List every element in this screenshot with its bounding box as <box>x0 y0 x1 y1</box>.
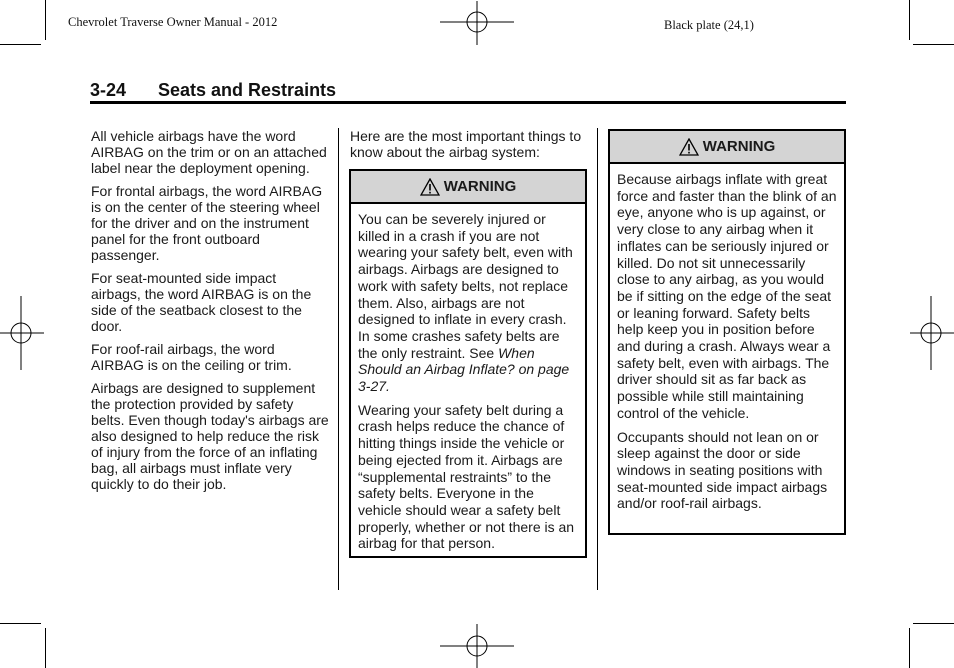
registration-mark-icon <box>0 296 44 370</box>
paragraph: Because airbags inflate with great force and faster than the blink of an eye, anyone who is up against, or very close to any airbag when it inflates can be seriously injured or killed. Do not sit unnecessarily close to any airbag, as you would be if sitting on the edge of the seat or leaning forward. Safety belts help keep you in position before and during a crash. Always wear a safety belt, even with airbags. The driver should sit as far back as possible while still maintaining control of the vehicle. <box>617 171 837 421</box>
registration-mark-icon <box>910 296 954 370</box>
warning-icon <box>420 178 440 196</box>
crop-mark <box>909 0 910 40</box>
crop-mark <box>913 623 954 624</box>
warning-icon <box>679 138 699 156</box>
column-2 <box>350 128 585 167</box>
page-number: 3-24 <box>90 80 127 100</box>
crop-mark <box>45 0 46 40</box>
warning-header <box>610 131 844 164</box>
crop-mark <box>0 44 41 45</box>
crop-mark <box>913 44 954 45</box>
warning-body <box>610 164 844 512</box>
paragraph: Here are the most important things to know about the airbag system: <box>350 128 582 160</box>
registration-mark-icon <box>440 1 514 45</box>
warning-box <box>608 129 846 535</box>
crop-mark <box>0 623 41 624</box>
warning-header <box>351 171 585 204</box>
column-divider <box>597 128 598 590</box>
heading-rule <box>90 101 846 104</box>
crop-mark <box>909 628 910 668</box>
paragraph: Wearing your safety belt during a crash helps reduce the chance of hitting things inside the vehicle or being ejected from it. Airbags are “supplemental restraints” to the safety belts. Everyone in the vehicle should wear a safety belt properly, whether or not there is an airbag for that person. <box>358 401 575 552</box>
column-1 <box>91 128 329 499</box>
crop-mark <box>45 628 46 668</box>
manual-title: Chevrolet Traverse Owner Manual - 2012 <box>68 15 278 29</box>
warning-body <box>351 204 585 552</box>
column-divider <box>338 128 339 590</box>
paragraph: Occupants should not lean on or sleep against the door or side windows in seating positions with seat-mounted side impact airbags and/or roof-rail airbags. <box>617 428 828 512</box>
paragraph <box>358 211 578 395</box>
paragraph: For frontal airbags, the word AIRBAG is on the center of the steering wheel for the driver and on the instrument panel for the front outboard passenger. <box>91 183 323 263</box>
paragraph: For roof-rail airbags, the word AIRBAG is on the ceiling or trim. <box>91 341 292 373</box>
paragraph: All vehicle airbags have the word AIRBAG on the trim or on an attached label near the deployment opening. <box>91 128 327 176</box>
warning-text: You can be severely injured or killed in a crash if you are not wearing your safety belt, even with airbags. Airbags are designed to work with safety belts, not replace them. Also, airbags are not designed to inflate in every crash. In some crashes safety belts are the only restraint. See <box>358 211 573 361</box>
section-title: Seats and Restraints <box>158 80 337 100</box>
paragraph: Airbags are designed to supplement the protection provided by safety belts. Even though today's airbags are also designed to help reduce the risk of injury from the force of an inflating bag, all airbags must inflate very quickly to do their job. <box>91 380 329 492</box>
registration-mark-icon <box>440 624 514 668</box>
cross-reference: When Should an Airbag Inflate? on page 3-27. <box>358 344 570 395</box>
warning-box <box>349 169 587 558</box>
paragraph: For seat-mounted side impact airbags, the word AIRBAG is on the side of the seatback closest to the door. <box>91 270 312 334</box>
section-heading <box>90 80 846 101</box>
warning-label: WARNING <box>443 178 517 195</box>
plate-label: Black plate (24,1) <box>664 18 754 32</box>
warning-label: WARNING <box>702 138 776 155</box>
